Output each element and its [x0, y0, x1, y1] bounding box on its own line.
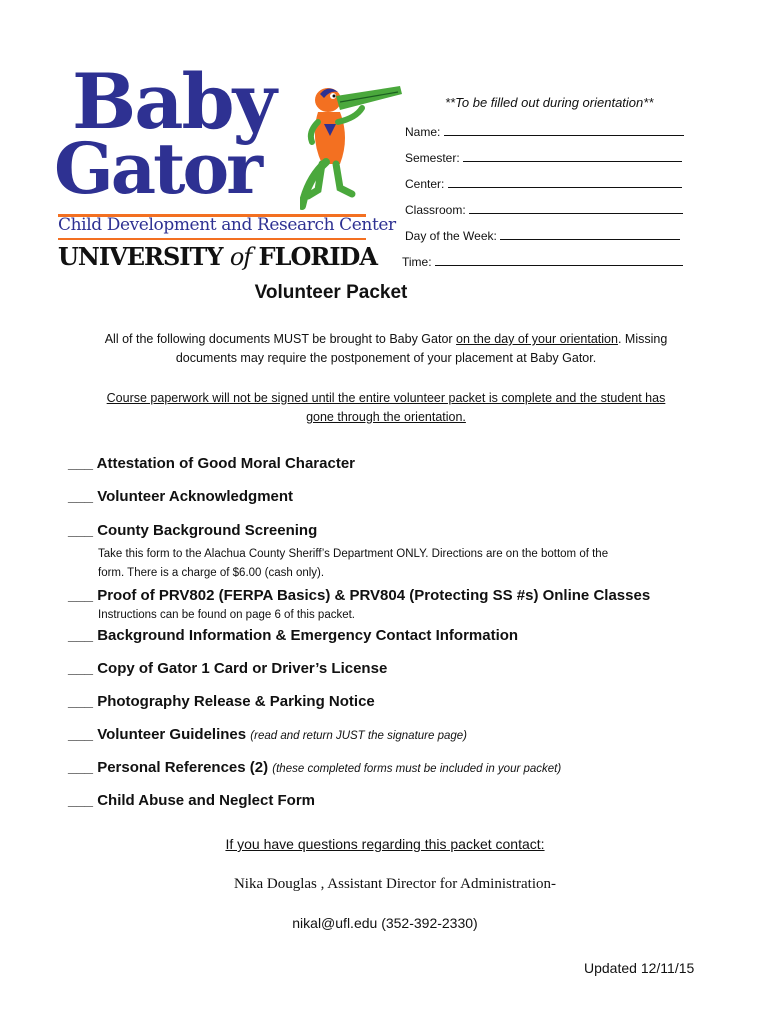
center-field[interactable] — [405, 176, 682, 191]
time-label: Time: — [402, 255, 435, 269]
checklist-item-emergency-contact: ___ Background Information & Emergency Contact Information — [68, 627, 519, 644]
contact-heading: If you have questions regarding this packet contact: — [225, 836, 545, 852]
checklist-item-photography-release: ___ Photography Release & Parking Notice — [68, 693, 375, 710]
logo-center-name: Child Development and Research Center — [58, 215, 396, 235]
course-paperwork-notice: Course paperwork will not be signed until the entire volunteer packet is complete and the student has gone through the orientation. — [106, 391, 666, 424]
day-of-week-label: Day of the Week: — [405, 229, 501, 243]
logo-university: UNIVERSITY of FLORIDA — [58, 242, 377, 271]
background-screening-note: Take this form to the Alachua County Sheriff’s Department ONLY. Directions are on the bottom of the form. There is a charge of $6.00 (cash only). — [98, 548, 609, 579]
semester-label: Semester: — [405, 151, 464, 165]
checklist-item-volunteer-guidelines: ___ Volunteer Guidelines (read and return JUST the signature page) — [68, 726, 467, 743]
center-line — [448, 176, 682, 188]
semester-line — [463, 150, 682, 162]
checklist-item-acknowledgment: ___ Volunteer Acknowledgment — [68, 488, 294, 505]
name-line — [444, 124, 684, 136]
checklist-item-background-screening: ___ County Background Screening — [68, 522, 318, 539]
checklist-item-child-abuse-form: ___ Child Abuse and Neglect Form — [68, 792, 315, 809]
classroom-label: Classroom: — [405, 203, 470, 217]
day-of-week-line — [500, 228, 680, 240]
page-title: Volunteer Packet — [254, 282, 408, 303]
contact-name: Nika Douglas , Assistant Director for Administration- — [233, 876, 557, 892]
day-of-week-field[interactable] — [405, 228, 680, 243]
logo-divider-2 — [58, 238, 366, 240]
prv-classes-note: Instructions can be found on page 6 of this packet. — [98, 609, 356, 621]
classroom-line — [469, 202, 683, 214]
classroom-field[interactable] — [405, 202, 683, 217]
name-label: Name: — [405, 125, 444, 139]
checklist-item-prv-classes: ___ Proof of PRV802 (FERPA Basics) & PRV804 (Protecting SS #s) Online Classes — [68, 587, 651, 604]
intro-paragraph: All of the following documents MUST be brought to Baby Gator on the day of your orientation. Missing documents may require the postponement of your placement at Baby Gator. — [104, 332, 668, 365]
logo-baby-text: Baby — [72, 57, 275, 146]
orientation-heading: **To be filled out during orientation** — [445, 95, 654, 110]
contact-email: nikal@ufl.edu (352-392-2330) — [292, 915, 478, 931]
checklist-item-personal-references: ___ Personal References (2) (these completed forms must be included in your packet) — [68, 759, 562, 776]
updated-date: Updated 12/11/15 — [584, 960, 695, 976]
checklist-item-attestation: ___ Attestation of Good Moral Character — [68, 455, 355, 472]
semester-field[interactable] — [405, 150, 682, 165]
logo-gator-text: Gator — [54, 127, 261, 210]
checklist-item-gator-card: ___ Copy of Gator 1 Card or Driver’s License — [68, 660, 388, 677]
center-label: Center: — [405, 177, 448, 191]
gator-mascot-icon — [300, 78, 405, 218]
name-field[interactable] — [405, 124, 684, 139]
time-field[interactable] — [402, 254, 683, 269]
time-line — [435, 254, 683, 266]
